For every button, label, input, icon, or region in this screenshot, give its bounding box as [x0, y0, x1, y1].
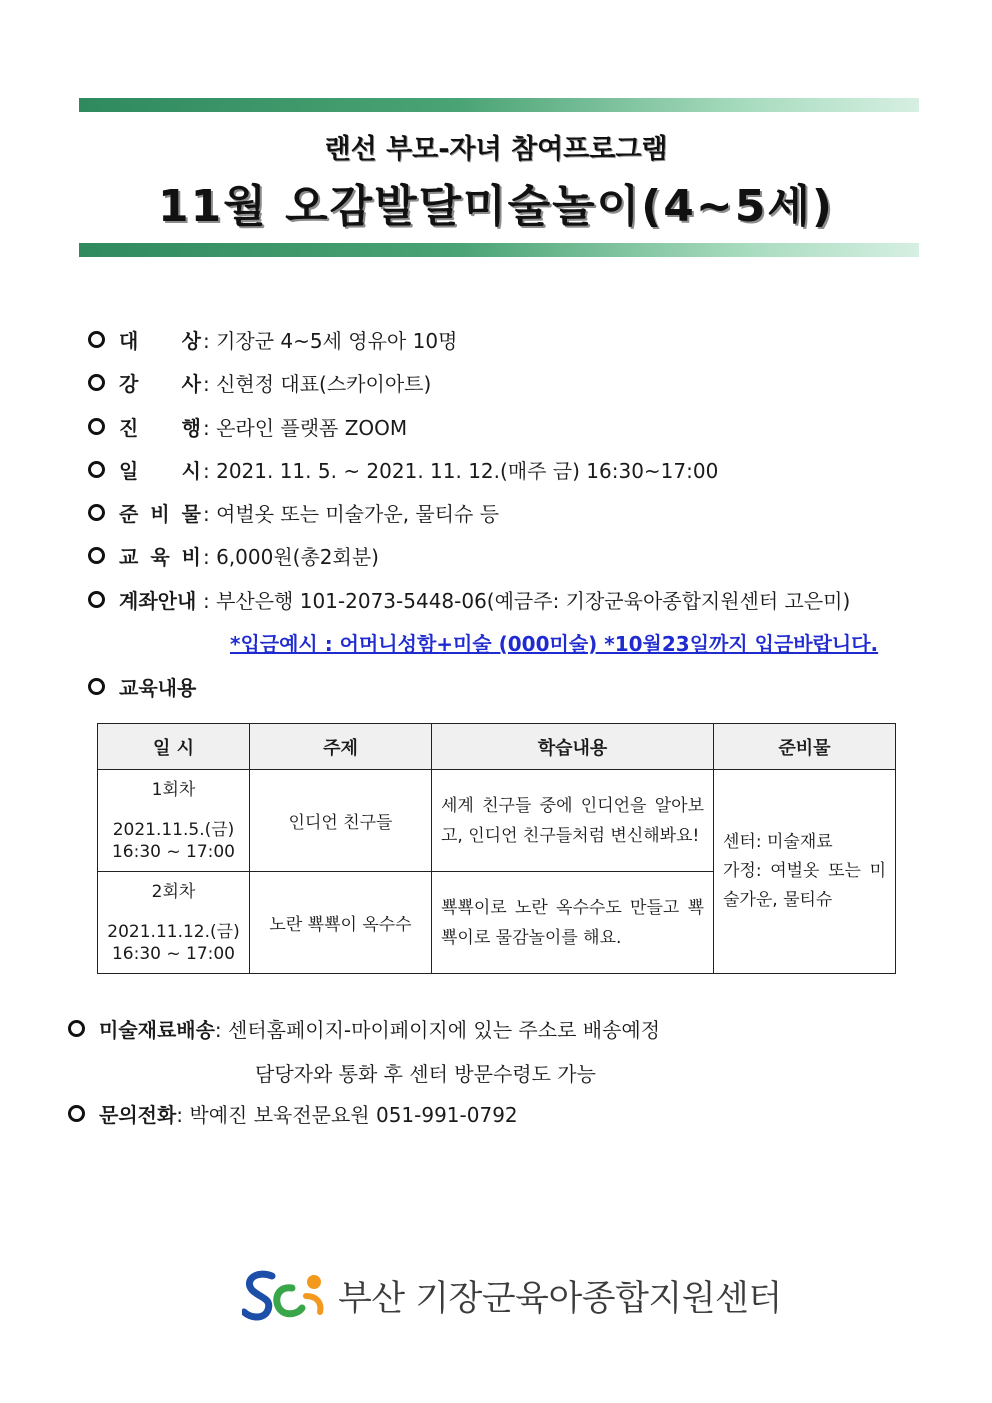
delivery-label: 미술재료배송	[99, 1018, 215, 1042]
program-table	[97, 723, 896, 974]
topic-cell: 인디언 친구들	[250, 770, 432, 872]
info-label: 대 상	[119, 328, 201, 353]
info-label: 강 사	[119, 371, 201, 396]
info-label: 준 비 물	[119, 501, 201, 526]
content-cell: 뾱뾱이로 노란 옥수수도 만들고 뾱뾱이로 물감놀이를 해요.	[432, 872, 714, 974]
info-label: 교 육 비	[119, 544, 201, 569]
circle-bullet-icon	[88, 331, 105, 348]
circle-bullet-icon	[88, 591, 105, 608]
content-label: 교육내용	[119, 675, 197, 700]
info-content-heading	[88, 672, 196, 700]
session-time: 16:30 ~ 17:00	[111, 943, 236, 964]
info-value: : 부산은행 101-2073-5448-06(예금주: 기장군육아종합지원센터 고은미)	[203, 588, 851, 613]
delivery-note: 담당자와 통화 후 센터 방문수령도 가능	[255, 1062, 596, 1086]
info-method	[88, 412, 407, 440]
circle-bullet-icon	[88, 678, 105, 695]
info-label: 일 시	[119, 458, 201, 483]
table-row	[98, 770, 896, 872]
circle-bullet-icon	[88, 374, 105, 391]
circle-bullet-icon	[88, 547, 105, 564]
delivery-value: : 센터홈페이지-마이페이지에 있는 주소로 배송예정	[214, 1018, 661, 1042]
circle-bullet-icon	[88, 461, 105, 478]
info-fee	[88, 541, 379, 569]
center-logo-text: 부산 기장군육아종합지원센터	[338, 1279, 782, 1319]
circle-bullet-icon	[88, 504, 105, 521]
footer-delivery	[68, 1014, 660, 1043]
info-label: 계좌안내	[119, 588, 197, 613]
program-title: 11월 오감발달미술놀이(4~5세)	[158, 181, 834, 232]
contact-label: 문의전화	[99, 1103, 177, 1127]
footer-contact	[68, 1099, 518, 1128]
session-date: 2021.11.5.(금)	[112, 819, 235, 840]
header-bottom-bar	[79, 243, 919, 257]
info-value: : 온라인 플랫폼 ZOOM	[203, 415, 408, 440]
info-supplies	[88, 498, 499, 526]
info-value: : 여벌옷 또는 미술가운, 물티슈 등	[203, 501, 500, 526]
info-date	[88, 455, 718, 483]
header-top-bar	[79, 98, 919, 112]
session-label: 1회차	[151, 779, 196, 800]
content-cell: 세계 친구들 중에 인디언을 알아보고, 인디언 친구들처럼 변신해봐요!	[432, 770, 714, 872]
circle-bullet-icon	[68, 1105, 85, 1122]
circle-bullet-icon	[88, 418, 105, 435]
info-target	[88, 325, 457, 353]
prep-cell	[714, 770, 896, 974]
deposit-notice: *입금예시 : 어머니성함+미술 (000미술) *10월23일까지 입금바랍니다.	[230, 632, 879, 656]
contact-value: : 박예진 보육전문요원 051-991-0792	[176, 1103, 518, 1127]
header-prep: 준비물	[714, 724, 896, 770]
header-topic: 주제	[250, 724, 432, 770]
topic-cell: 노란 뾱뾱이 옥수수	[250, 872, 432, 974]
header-date: 일 시	[98, 724, 250, 770]
info-value: : 6,000원(총2회분)	[203, 544, 379, 569]
session-date: 2021.11.12.(금)	[107, 921, 240, 942]
info-value: : 신현정 대표(스카이아트)	[203, 371, 432, 396]
info-label: 진 행	[119, 415, 201, 440]
center-logo	[242, 1266, 782, 1326]
circle-bullet-icon	[68, 1020, 85, 1037]
info-account	[88, 585, 850, 613]
program-subtitle: 랜선 부모-자녀 참여프로그램	[324, 134, 668, 165]
info-value: : 2021. 11. 5. ~ 2021. 11. 12.(매주 금) 16:30~17:00	[203, 458, 719, 483]
date-cell	[98, 770, 250, 872]
session-time: 16:30 ~ 17:00	[111, 841, 236, 862]
date-cell	[98, 872, 250, 974]
header-content: 학습내용	[432, 724, 714, 770]
info-instructor	[88, 368, 431, 396]
prep-home: 가정: 여벌옷 또는 미술가운, 물티슈	[723, 861, 886, 910]
session-label: 2회차	[151, 881, 196, 902]
prep-center: 센터: 미술재료	[723, 832, 833, 852]
info-value: : 기장군 4~5세 영유아 10명	[203, 328, 458, 353]
center-logo-icon	[242, 1266, 330, 1326]
table-header-row	[98, 724, 896, 770]
